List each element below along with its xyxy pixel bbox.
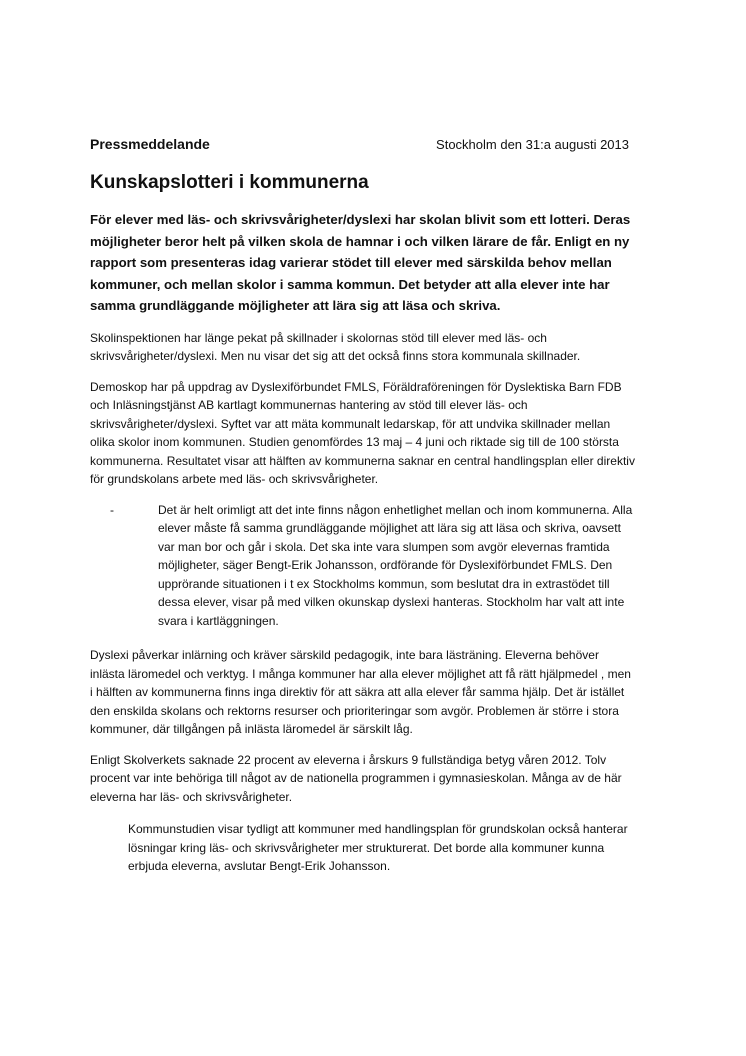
bullet-text: Det är helt orimligt att det inte finns någon enhetlighet mellan och inom kommunerna. Alla elever måste få samma grundläggande möjlighet att lära sig att läsa och skriva, oavsett var man bor och går i skola. Det ska inte vara slumpen som avgör elevernas framtida möjligheter, säger Bengt-Erik Johansson, ordförande för Dyslexiförbundet FMLS. Den upprörande situationen i t ex Stockholms kommun, som beslutat dra in extrastödet till dessa elever, visar på med vilken okunskap dyslexi hanteras. Stockholm har valt att inte svara i kartläggningen. (158, 502, 633, 628)
document-header (90, 136, 635, 152)
press-release-label: Pressmeddelande (90, 136, 210, 152)
body-paragraph-2: Demoskop har på uppdrag av Dyslexiförbundet FMLS, Föräldraföreningen för Dyslektiska Barn FDB och Inläsningstjänst AB kartlagt kommunernas hantering av stöd till elever läs- och skrivsvårigheter/dyslexi. Syftet var att mäta kommunalt ledarskap, för att undvika skillnader mellan olika skolor inom kommunen. Studien genomfördes 13 maj – 4 juni och riktade sig till de 100 största kommunerna. Resultatet visar att hälften av kommunerna saknar en central handlingsplan eller direktiv för grundskolans arbete med läs- och skrivsvårigheter. (90, 379, 635, 486)
body-paragraph-3: Dyslexi påverkar inlärning och kräver särskild pedagogik, inte bara lästräning. Eleverna behöver inlästa läromedel och verktyg. I många kommuner har alla elever möjlighet att få rätt hjälpmedel , men i hälften av kommunerna finns inga direktiv för att säkra att alla elever får samma hjälp. Det är istället den enskilda skolans och rektorns resurser och prioriteringar som avgör. Problemen är större i stora kommuner, där tillgången på inlästa läromedel är särskilt låg. (90, 648, 631, 736)
dateline: Stockholm den 31:a augusti 2013 (436, 137, 629, 152)
body-paragraph-1: Skolinspektionen har länge pekat på skillnader i skolornas stöd till elever med läs- och skrivsvårigheter/dyslexi. Men nu visar det sig att det också finns stora kommunala skillnader. (90, 330, 581, 363)
body-paragraph-4: Enligt Skolverkets saknade 22 procent av eleverna i årskurs 9 fullständiga betyg våren 2012. Tolv procent var inte behöriga till något av de nationella programmen i gymnasieskolan. Många av de här eleverna har läs- och skrivsvårigheter. (90, 752, 622, 804)
quote-bullet (90, 501, 635, 631)
bullet-marker: - (110, 502, 114, 517)
document-title: Kunskapslotteri i kommunerna (90, 172, 369, 193)
lead-paragraph: För elever med läs- och skrivsvårigheter/dyslexi har skolan blivit som ett lotteri. Deras möjligheter beror helt på vilken skola de hamnar i och vilken lärare de får. Enligt en ny rapport som presenteras idag varierar stödet till elever med särskilda behov mellan kommuner, och mellan skolor i samma kommun. Det betyder att alla elever inte har samma grundläggande möjligheter att lära sig att läsa och skriva. (90, 212, 631, 313)
document-page (90, 130, 635, 876)
closing-quote: Kommunstudien visar tydligt att kommuner med handlingsplan för grundskolan också hanterar lösningar kring läs- och skrivsvårigheter mer strukturerat. Det borde alla kommuner kunna erbjuda eleverna, avslutar Bengt-Erik Johansson. (128, 822, 628, 873)
